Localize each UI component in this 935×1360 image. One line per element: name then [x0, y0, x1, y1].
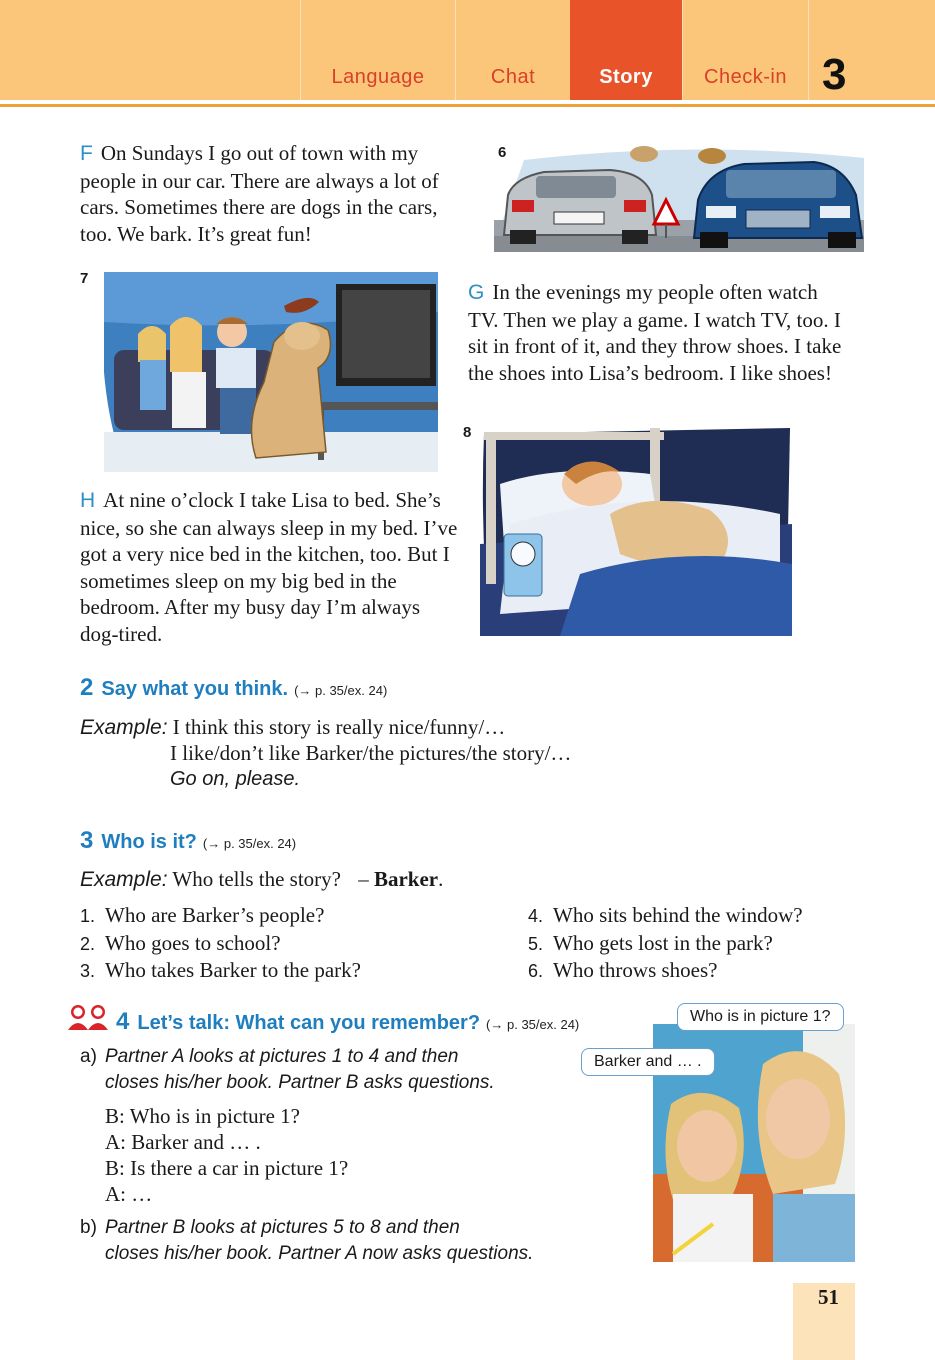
pair-work-icon — [66, 1004, 112, 1035]
question-4: 4. Who sits behind the window? — [528, 903, 803, 927]
exercise-4b-label: b) — [80, 1217, 97, 1238]
exercise-3-example: Example: Who tells the story? – Barker. — [80, 867, 444, 891]
exercise-4-reference: (→ p. 35/ex. 24) — [486, 1017, 580, 1032]
exercise-3-questions-left — [80, 902, 361, 985]
exercise-4-number: 4 — [116, 1008, 130, 1035]
question-6: 6. Who throws shoes? — [528, 958, 718, 982]
example-label: Example: — [80, 716, 168, 739]
question-1: 1. Who are Barker’s people? — [80, 903, 325, 927]
picture-number-8: 8 — [463, 424, 472, 441]
exercise-4a-line-1 — [80, 1044, 458, 1070]
exercise-4a-text-2: closes his/her book. Partner B asks questions. — [105, 1072, 495, 1093]
tab-check-in[interactable]: Check-in — [682, 0, 808, 100]
example-dash: – — [358, 867, 369, 891]
tab-story[interactable]: Story — [570, 0, 682, 100]
paragraph-h-text: At nine o’clock I take Lisa to bed. She’s nice, so she can always sleep in my bed. I’ve got a very nice bed in the kitchen, too. But I sometimes sleep on my big bed in the bedroom. After my busy day I’m always dog-tired. — [80, 488, 458, 646]
paragraph-f-text: On Sundays I go out of town with my people in our car. There are always a lot of cars. Sometimes there are dogs in the cars, too. We bark. It’s great fun! — [80, 141, 439, 246]
exercise-3-questions-right — [528, 902, 803, 985]
picture-number-6: 6 — [498, 144, 507, 161]
picture-7-tv-room — [104, 272, 438, 472]
example-question: Who tells the story? — [172, 867, 341, 891]
tab-divider — [808, 0, 809, 100]
paragraph-g-text: In the evenings my people often watch TV. Then we play a game. I watch TV, too. I sit in front of it, and they throw shoes. I take the shoes into Lisa’s bedroom. I like shoes! — [468, 280, 842, 385]
story-paragraph-h — [80, 487, 460, 647]
exercise-2-title: Say what you think. — [101, 678, 289, 700]
paragraph-letter-h: H — [80, 489, 96, 512]
speech-bubble-answer: Barker and … . — [581, 1048, 715, 1076]
story-paragraph-f — [80, 140, 465, 247]
exercise-4-title: Let’s talk: What can you remember? — [137, 1012, 481, 1034]
exercise-4b-text-2: closes his/her book. Partner A now asks questions. — [105, 1243, 534, 1264]
paragraph-letter-f: F — [80, 142, 93, 165]
exercise-4-heading — [116, 1008, 579, 1036]
dialogue-line-3: B: Is there a car in picture 1? — [105, 1156, 349, 1180]
exercise-3-title: Who is it? — [101, 831, 197, 853]
example-answer: Barker — [373, 867, 439, 891]
picture-6-cars — [494, 140, 864, 252]
tab-language[interactable]: Language — [300, 0, 455, 100]
dialogue-line-4: A: … — [105, 1182, 153, 1206]
exercise-4a-label: a) — [80, 1046, 97, 1067]
header-rule — [0, 104, 935, 107]
dialogue-line-2: A: Barker and … . — [105, 1130, 261, 1154]
exercise-4a-line-2 — [105, 1070, 495, 1096]
exercise-2-reference: (→ p. 35/ex. 24) — [294, 683, 388, 698]
question-3: 3. Who takes Barker to the park? — [80, 958, 361, 982]
exercise-2-example-line-2: I like/don’t like Barker/the pictures/the story/… — [170, 741, 572, 765]
exercise-2-number: 2 — [80, 674, 94, 701]
exercise-3-reference: (→ p. 35/ex. 24) — [202, 836, 297, 851]
page-number: 51 — [818, 1285, 839, 1309]
exercise-4a-text-1: Partner A looks at pictures 1 to 4 and then — [105, 1046, 459, 1067]
speech-bubble-question: Who is in picture 1? — [677, 1003, 844, 1031]
tab-chat[interactable]: Chat — [455, 0, 570, 100]
example-text-1: I think this story is really nice/funny/… — [172, 715, 506, 739]
paragraph-letter-g: G — [468, 281, 485, 304]
exercise-4b-line-2 — [105, 1241, 533, 1267]
exercise-4b-line-1 — [80, 1215, 460, 1241]
exercise-2-example-line-3: Go on, please. — [170, 768, 301, 790]
question-2: 2. Who goes to school? — [80, 930, 281, 955]
picture-number-7: 7 — [80, 270, 89, 287]
picture-8-bedroom — [480, 424, 792, 636]
dialogue-line-1: B: Who is in picture 1? — [105, 1104, 300, 1128]
example-label: Example: — [80, 868, 168, 891]
exercise-3-number: 3 — [80, 827, 94, 854]
unit-number: 3 — [822, 50, 847, 99]
story-paragraph-g — [468, 279, 853, 386]
exercise-2-example-line-1 — [80, 714, 505, 741]
exercise-3-heading — [80, 827, 296, 855]
exercise-2-heading — [80, 674, 387, 702]
exercise-4b-text-1: Partner B looks at pictures 5 to 8 and then — [105, 1217, 460, 1238]
question-5: 5. Who gets lost in the park? — [528, 930, 773, 955]
